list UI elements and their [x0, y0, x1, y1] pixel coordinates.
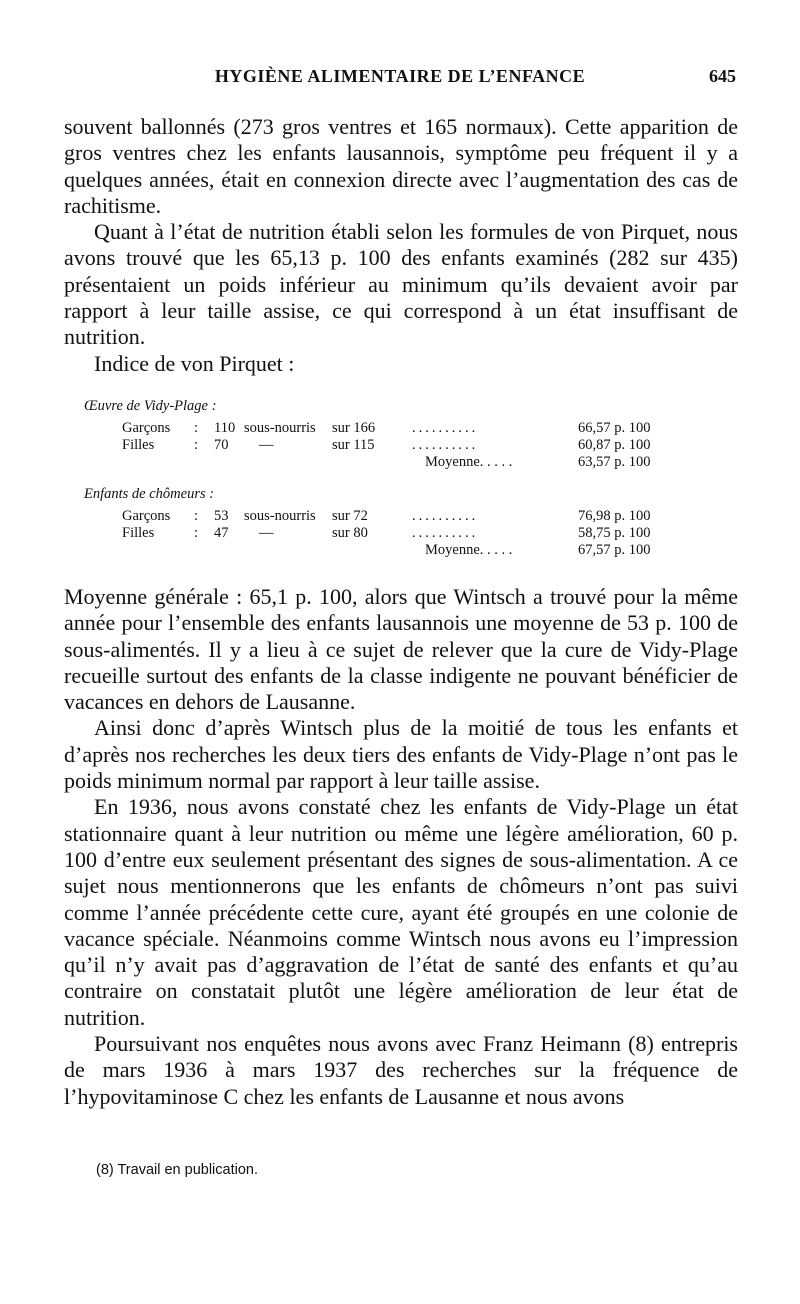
row-total: sur 80 [332, 525, 368, 541]
row-percent: 58,75 p. 100 [578, 525, 651, 541]
row-label: Garçons [122, 508, 171, 524]
page-number: 645 [709, 66, 736, 86]
upper-text [64, 114, 738, 377]
table-caption: Indice de von Pirquet : [94, 350, 295, 376]
table-row: Filles : 47 — sur 80 .......... 58,75 p. 100 [122, 525, 651, 541]
pirquet-index-table [84, 398, 684, 559]
row-kind: — [259, 525, 274, 541]
row-kind: sous-nourris [244, 420, 316, 436]
paragraph: Quant à l’état de nutrition établi selon les formules de von Pirquet, nous avons trouvé que les 65,13 p. 100 des enfants examinés (282 sur 435) présentaient un poids inférieur au minimum qu’ils devaient avoir par rapport à leur taille assise, ce qui correspond à un état insuffisant de nutrition. [64, 219, 738, 350]
table-row: Garçons : 110 sous-nourris sur 166 .......... 66,57 p. 100 [122, 420, 651, 436]
moyenne-value: 63,57 p. 100 [578, 454, 651, 470]
row-count: 47 [214, 525, 229, 541]
row-label: Filles [122, 437, 155, 453]
row-total: sur 72 [332, 508, 368, 524]
row-total: sur 115 [332, 437, 375, 453]
paragraph: Ainsi donc d’après Wintsch plus de la moitié de tous les enfants et d’après nos recherches les deux tiers des enfants de Vidy-Plage n’ont pas le poids minimum normal par rapport à leur taille assise. [64, 715, 738, 794]
row-kind: — [259, 437, 274, 453]
row-kind: sous-nourris [244, 508, 316, 524]
moyenne-row [122, 454, 684, 471]
paragraph: En 1936, nous avons constaté chez les enfants de Vidy-Plage un état stationnaire quant à leur nutrition ou même une légère amélioration, 60 p. 100 d’entre eux seulement présentant des signes de sous-alimentation. A ce sujet nous mentionnerons que les enfants de chômeurs n’ont pas suivi comme l’année précédente cette cure, ayant été groupés en une colonie de vacance spéciale. Néanmoins comme Wintsch nous avons eu l’impression qu’il n’y avait pas d’aggravation de l’état de santé des enfants et qu’au contraire on constatait plutôt une légère amélioration de leur état de nutrition. [64, 794, 738, 1030]
table-row: Filles : 70 — sur 115 .......... 60,87 p. 100 [122, 437, 651, 453]
moyenne-label: Moyenne. . . . . [425, 542, 513, 558]
lower-text [64, 584, 738, 1110]
running-title: HYGIÈNE ALIMENTAIRE DE L’ENFANCE [214, 66, 586, 86]
paragraph: Moyenne générale : 65,1 p. 100, alors que Wintsch a trouvé pour la même année pour l’ensemble des enfants lausannois une moyenne de 53 p. 100 de sous-alimentés. Il y a lieu à ce sujet de relever que la cure de Vidy-Plage recueille surtout des enfants de la classe indigente ne pouvant bénéficier de vacances en dehors de Lausanne. [64, 584, 738, 715]
row-percent: 60,87 p. 100 [578, 437, 651, 453]
paragraph: souvent ballonnés (273 gros ventres et 165 normaux). Cette apparition de gros ventres chez les enfants lausannois, symptôme peu fréquent il y a quelques années, était en connexion directe avec l’augmentation des cas de rachitisme. [64, 114, 738, 218]
row-count: 53 [214, 508, 229, 524]
moyenne-value: 67,57 p. 100 [578, 542, 651, 558]
row-percent: 66,57 p. 100 [578, 420, 651, 436]
running-header [64, 66, 736, 90]
footnote: (8) Travail en publication. [96, 1162, 258, 1178]
table-row: Garçons : 53 sous-nourris sur 72 .......... 76,98 p. 100 [122, 508, 651, 524]
row-label: Garçons [122, 420, 171, 436]
group-title: Enfants de chômeurs : [84, 486, 215, 502]
row-percent: 76,98 p. 100 [578, 508, 651, 524]
moyenne-row [122, 542, 684, 559]
row-total: sur 166 [332, 420, 376, 436]
row-count: 70 [214, 437, 229, 453]
row-label: Filles [122, 525, 155, 541]
group-title: Œuvre de Vidy-Plage : [84, 398, 217, 414]
moyenne-label: Moyenne. . . . . [425, 454, 513, 470]
paragraph: Poursuivant nos enquêtes nous avons avec Franz Heimann (8) entrepris de mars 1936 à mars 1937 des recherches sur la fréquence de l’hypovitaminose C chez les enfants de Lausanne et nous avons [64, 1031, 738, 1109]
row-count: 110 [214, 420, 236, 436]
